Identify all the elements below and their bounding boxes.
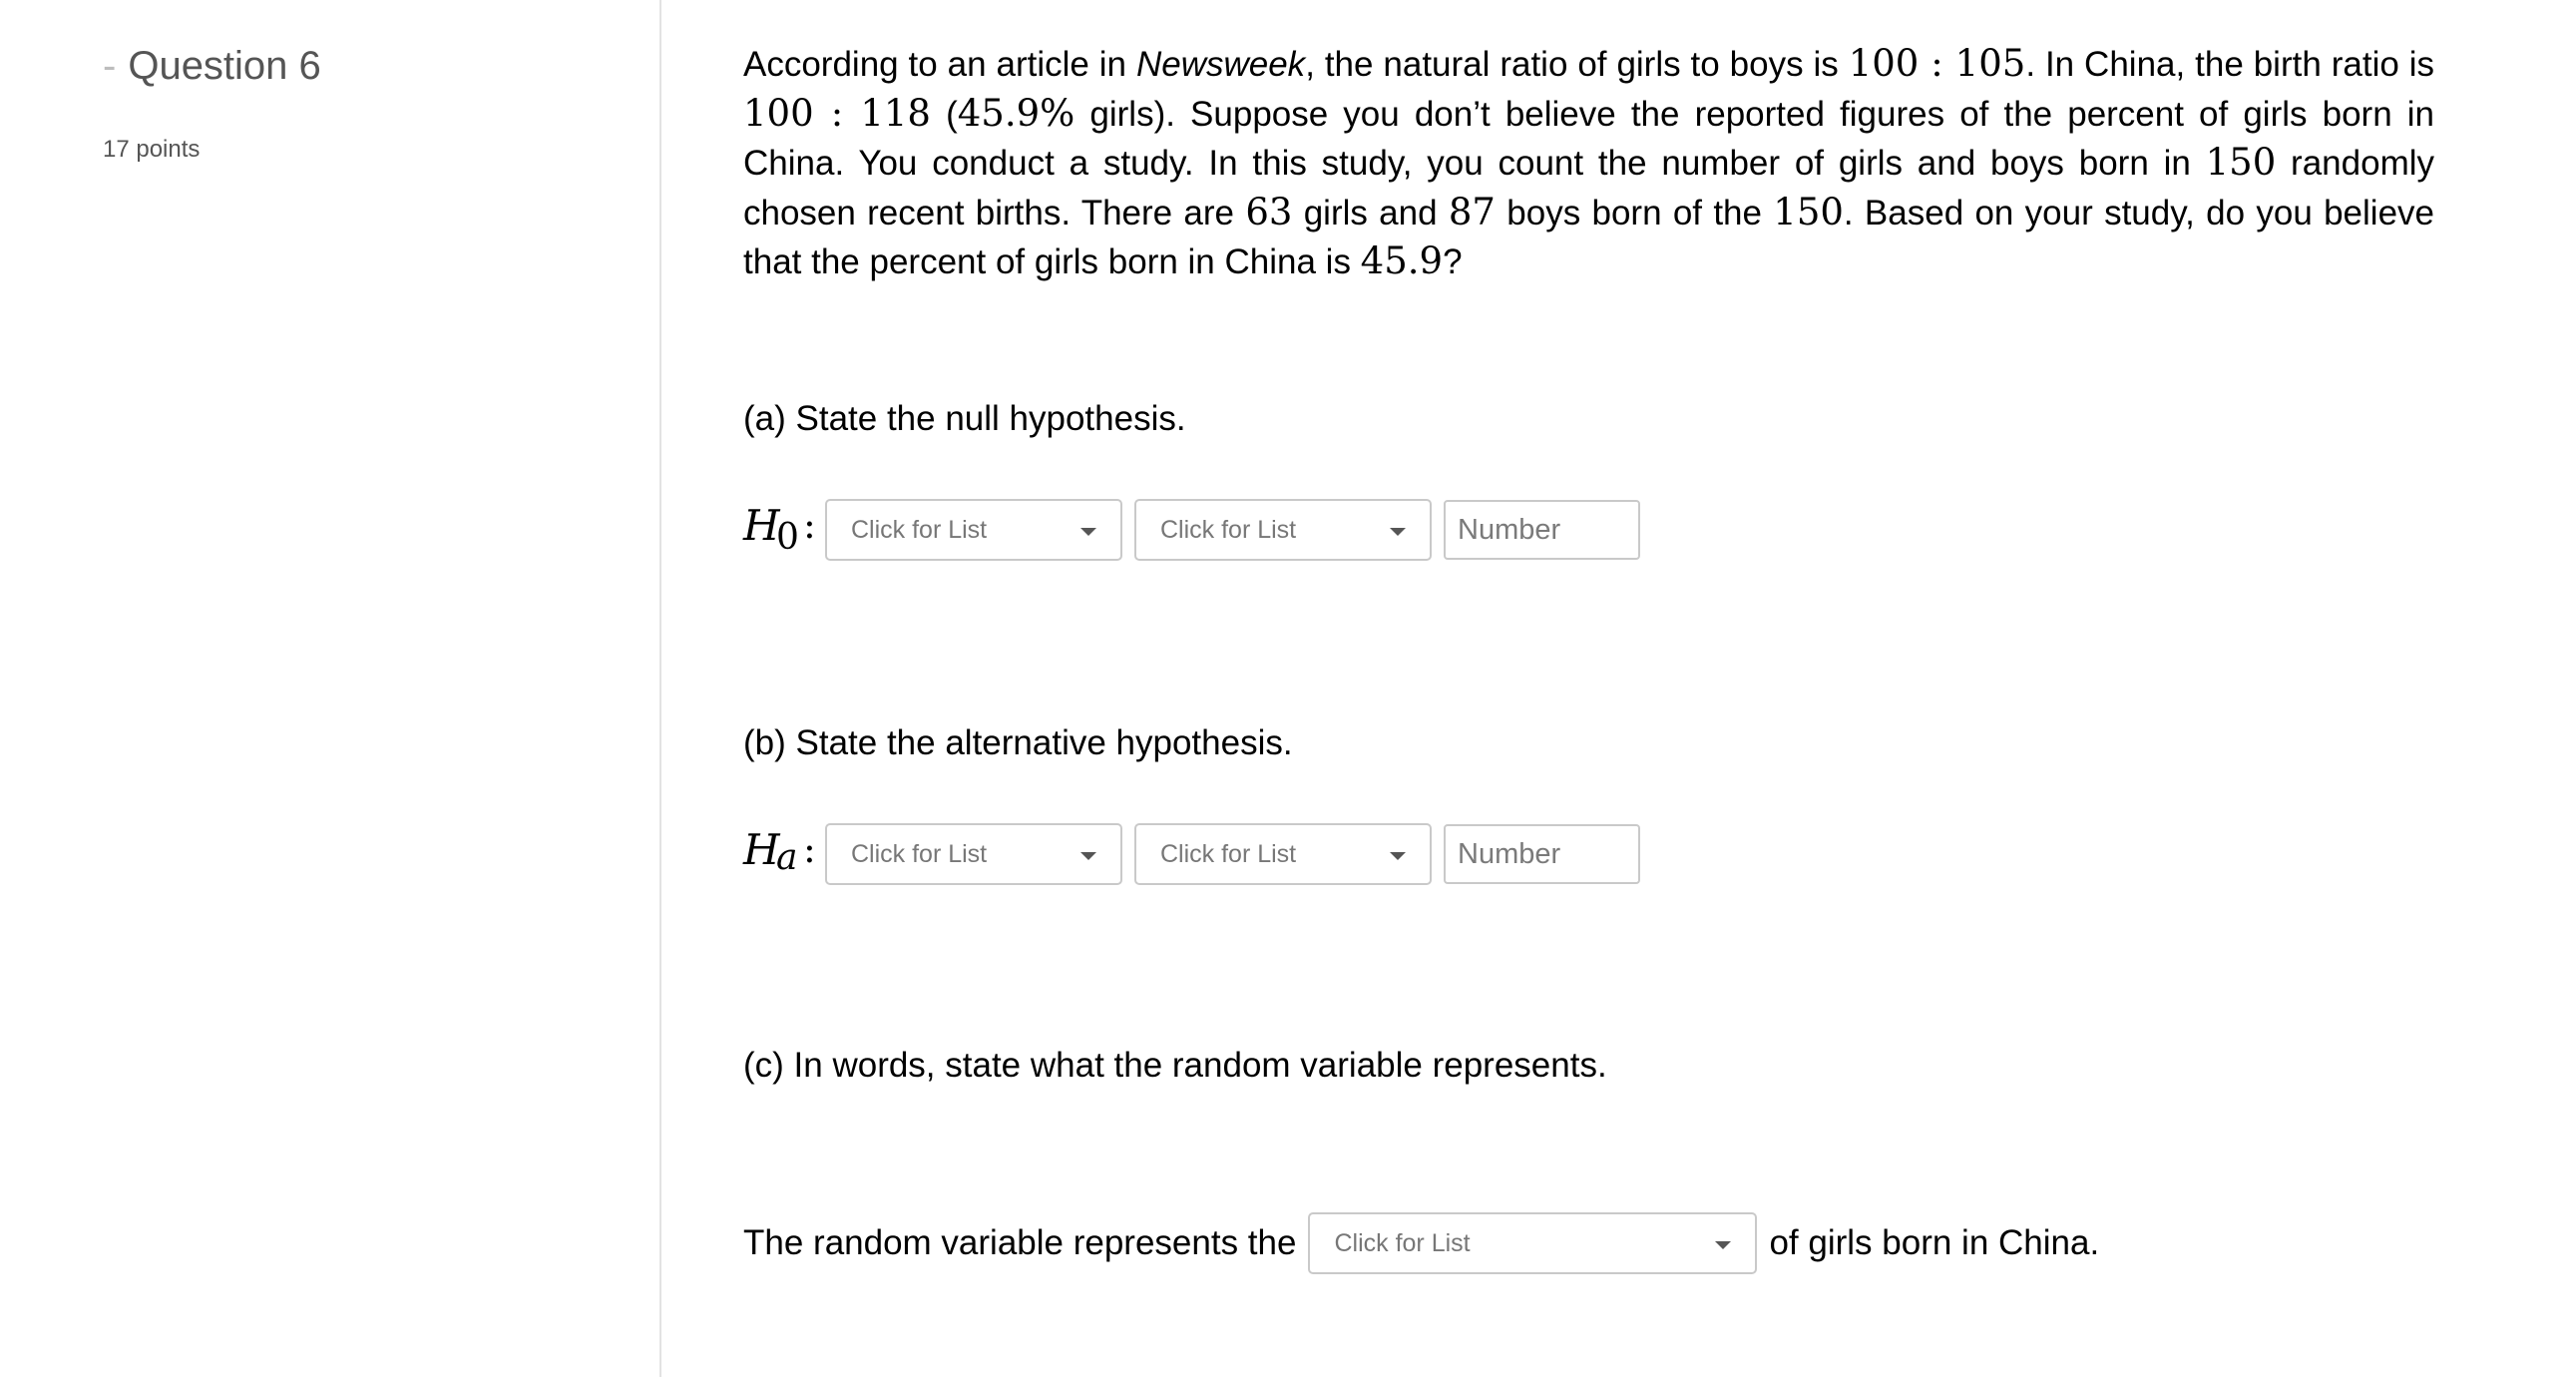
problem-text-part: girls). Suppose you don’t believe the reported figures of the percent of girls born in China. You conduct a study. In this study, you count the number of girls and boys born in <box>743 94 2435 183</box>
chevron-down-icon <box>1080 852 1096 860</box>
number-placeholder: Number <box>1458 513 1561 546</box>
h-subscript: a <box>776 837 798 878</box>
part-b-label: (b) State the alternative hypothesis. <box>743 723 1293 762</box>
question-title[interactable] <box>103 44 321 89</box>
collapse-dash-icon[interactable]: - <box>103 44 117 88</box>
girls-count: 63 <box>1245 190 1293 233</box>
part-a-label: (a) State the null hypothesis. <box>743 399 1186 438</box>
part-c-label: (c) In words, state what the random variable represents. <box>743 1046 1607 1085</box>
alternative-value-input[interactable] <box>1444 824 1640 884</box>
random-variable-row <box>743 1212 2099 1274</box>
alternative-hypothesis-symbol <box>743 823 825 885</box>
problem-text-part: According to an article in <box>743 45 1136 84</box>
null-hypothesis-row <box>743 499 1640 561</box>
percent-question: 45.9 <box>1360 239 1444 282</box>
select-placeholder: Click for List <box>1160 839 1297 868</box>
chevron-down-icon <box>1080 528 1096 536</box>
select-placeholder: Click for List <box>851 515 988 544</box>
question-sidebar <box>0 0 661 1377</box>
h-colon: : <box>803 503 816 547</box>
random-variable-select[interactable] <box>1308 1212 1757 1274</box>
alternative-operator-select[interactable] <box>1134 823 1432 885</box>
select-placeholder: Click for List <box>851 839 988 868</box>
select-placeholder: Click for List <box>1334 1228 1471 1257</box>
problem-text-part: , the natural ratio of girls to boys is <box>1305 45 1849 84</box>
sample-size: 150 <box>1773 190 1844 233</box>
problem-text-part: . Based on your study, do you believe that the percent of girls born in China is <box>743 193 2435 281</box>
number-placeholder: Number <box>1458 837 1561 870</box>
sample-size: 150 <box>2205 141 2277 184</box>
problem-text-part: . In China, the birth ratio is <box>2025 45 2435 84</box>
problem-text <box>743 40 2434 287</box>
null-parameter-select[interactable] <box>825 499 1122 561</box>
problem-text-part: ? <box>1443 242 1463 281</box>
null-value-input[interactable] <box>1444 500 1640 560</box>
chevron-down-icon <box>1715 1241 1731 1249</box>
select-placeholder: Click for List <box>1160 515 1297 544</box>
problem-statement <box>743 40 2434 287</box>
ratio-natural: 100 : 105 <box>1848 42 2026 85</box>
random-variable-suffix: of girls born in China. <box>1769 1223 2100 1262</box>
chevron-down-icon <box>1390 528 1406 536</box>
null-operator-select[interactable] <box>1134 499 1432 561</box>
percent-girls: 45.9% <box>957 91 1075 135</box>
h-subscript: 0 <box>776 517 799 558</box>
problem-text-part: randomly chosen recent births. There are <box>743 144 2434 232</box>
h-symbol: H <box>743 825 780 874</box>
alternative-hypothesis-row <box>743 823 1640 885</box>
chevron-down-icon <box>1390 852 1406 860</box>
h-symbol: H <box>743 501 780 550</box>
problem-text-part: ( <box>930 94 958 134</box>
h-colon: : <box>803 827 816 871</box>
question-points: 17 points <box>103 136 201 163</box>
ratio-china: 100 : 118 <box>743 91 931 135</box>
random-variable-prefix: The random variable represents the <box>743 1223 1297 1262</box>
boys-count: 87 <box>1448 190 1496 233</box>
question-title-text: Question 6 <box>128 44 321 88</box>
source-name: Newsweek <box>1135 45 1306 84</box>
alternative-parameter-select[interactable] <box>825 823 1122 885</box>
problem-text-part: girls and <box>1292 193 1449 232</box>
null-hypothesis-symbol <box>743 499 825 561</box>
problem-text-part: boys born of the <box>1495 193 1774 232</box>
